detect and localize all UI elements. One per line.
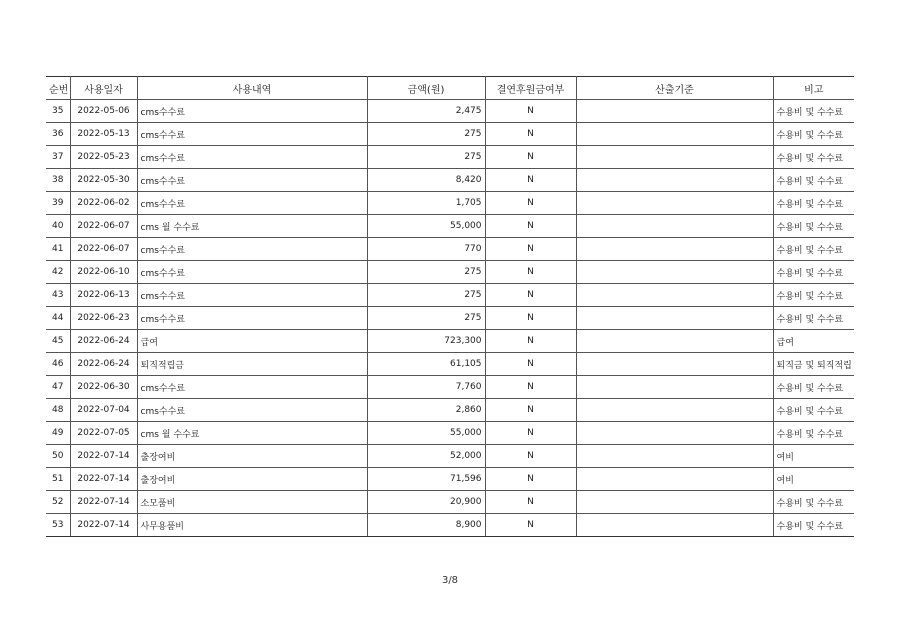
cell-donation-flag: N [485, 261, 576, 284]
table-row [46, 422, 854, 445]
cell-amount: 275 [367, 261, 485, 284]
cell-donation-flag: N [485, 238, 576, 261]
table-row [46, 514, 854, 537]
cell-amount: 71,596 [367, 468, 485, 491]
cell-calculation-basis [576, 146, 773, 169]
cell-date: 2022-07-14 [70, 445, 137, 468]
cell-description: cms수수료 [137, 307, 367, 330]
cell-note: 수용비 및 수수료 [773, 146, 854, 169]
header-no: 순번 [46, 77, 70, 100]
cell-note: 여비 [773, 468, 854, 491]
cell-date: 2022-06-13 [70, 284, 137, 307]
cell-note: 수용비 및 수수료 [773, 307, 854, 330]
cell-date: 2022-06-10 [70, 261, 137, 284]
cell-donation-flag: N [485, 353, 576, 376]
table-row [46, 192, 854, 215]
table-row [46, 330, 854, 353]
cell-date: 2022-05-13 [70, 123, 137, 146]
cell-date: 2022-06-30 [70, 376, 137, 399]
cell-note: 수용비 및 수수료 [773, 215, 854, 238]
cell-no: 51 [46, 468, 70, 491]
cell-note: 수용비 및 수수료 [773, 399, 854, 422]
cell-no: 36 [46, 123, 70, 146]
cell-amount: 2,475 [367, 100, 485, 123]
cell-note: 수용비 및 수수료 [773, 422, 854, 445]
cell-calculation-basis [576, 422, 773, 445]
cell-description: 소모품비 [137, 491, 367, 514]
cell-calculation-basis [576, 353, 773, 376]
cell-calculation-basis [576, 123, 773, 146]
cell-date: 2022-07-14 [70, 468, 137, 491]
cell-donation-flag: N [485, 146, 576, 169]
cell-calculation-basis [576, 445, 773, 468]
cell-calculation-basis [576, 284, 773, 307]
cell-date: 2022-06-24 [70, 330, 137, 353]
cell-note: 수용비 및 수수료 [773, 491, 854, 514]
cell-donation-flag: N [485, 284, 576, 307]
page-number: 3/8 [441, 575, 459, 586]
cell-calculation-basis [576, 192, 773, 215]
cell-no: 49 [46, 422, 70, 445]
table-row [46, 261, 854, 284]
cell-no: 41 [46, 238, 70, 261]
cell-description: 퇴직적립금 [137, 353, 367, 376]
table-row [46, 307, 854, 330]
cell-description: cms수수료 [137, 284, 367, 307]
cell-donation-flag: N [485, 215, 576, 238]
cell-note: 급여 [773, 330, 854, 353]
cell-description: cms수수료 [137, 399, 367, 422]
cell-note: 수용비 및 수수료 [773, 192, 854, 215]
table-row [46, 445, 854, 468]
cell-note: 수용비 및 수수료 [773, 376, 854, 399]
expense-table [46, 76, 854, 537]
cell-amount: 55,000 [367, 422, 485, 445]
cell-donation-flag: N [485, 192, 576, 215]
table-row [46, 238, 854, 261]
cell-donation-flag: N [485, 514, 576, 537]
cell-date: 2022-07-14 [70, 491, 137, 514]
cell-calculation-basis [576, 215, 773, 238]
cell-note: 수용비 및 수수료 [773, 238, 854, 261]
cell-donation-flag: N [485, 307, 576, 330]
cell-description: cms수수료 [137, 238, 367, 261]
cell-donation-flag: N [485, 123, 576, 146]
cell-calculation-basis [576, 169, 773, 192]
header-description: 사용내역 [137, 77, 367, 100]
cell-amount: 8,420 [367, 169, 485, 192]
header-donation-flag: 결연후원금여부 [485, 77, 576, 100]
cell-no: 48 [46, 399, 70, 422]
cell-no: 47 [46, 376, 70, 399]
table-row [46, 100, 854, 123]
cell-note: 수용비 및 수수료 [773, 123, 854, 146]
cell-donation-flag: N [485, 376, 576, 399]
cell-no: 40 [46, 215, 70, 238]
cell-date: 2022-05-23 [70, 146, 137, 169]
cell-calculation-basis [576, 330, 773, 353]
cell-description: 사무용품비 [137, 514, 367, 537]
cell-description: cms수수료 [137, 261, 367, 284]
cell-note: 수용비 및 수수료 [773, 169, 854, 192]
cell-no: 39 [46, 192, 70, 215]
header-amount: 금액(원) [367, 77, 485, 100]
cell-donation-flag: N [485, 491, 576, 514]
cell-description: 급여 [137, 330, 367, 353]
table-row [46, 491, 854, 514]
cell-description: cms수수료 [137, 146, 367, 169]
cell-calculation-basis [576, 261, 773, 284]
cell-date: 2022-05-30 [70, 169, 137, 192]
cell-amount: 2,860 [367, 399, 485, 422]
table-body [46, 100, 854, 537]
cell-no: 50 [46, 445, 70, 468]
table-row [46, 215, 854, 238]
cell-note: 수용비 및 수수료 [773, 514, 854, 537]
cell-amount: 7,760 [367, 376, 485, 399]
cell-no: 38 [46, 169, 70, 192]
cell-amount: 275 [367, 146, 485, 169]
cell-date: 2022-07-04 [70, 399, 137, 422]
cell-no: 35 [46, 100, 70, 123]
table-row [46, 399, 854, 422]
cell-date: 2022-07-14 [70, 514, 137, 537]
cell-note: 퇴직금 및 퇴직적립 [773, 353, 854, 376]
cell-calculation-basis [576, 468, 773, 491]
cell-amount: 55,000 [367, 215, 485, 238]
cell-amount: 8,900 [367, 514, 485, 537]
cell-no: 46 [46, 353, 70, 376]
cell-amount: 723,300 [367, 330, 485, 353]
cell-amount: 275 [367, 284, 485, 307]
table-row [46, 284, 854, 307]
cell-note: 여비 [773, 445, 854, 468]
cell-donation-flag: N [485, 422, 576, 445]
cell-amount: 20,900 [367, 491, 485, 514]
cell-donation-flag: N [485, 169, 576, 192]
cell-amount: 275 [367, 307, 485, 330]
cell-note: 수용비 및 수수료 [773, 100, 854, 123]
cell-calculation-basis [576, 100, 773, 123]
cell-calculation-basis [576, 307, 773, 330]
cell-calculation-basis [576, 399, 773, 422]
cell-calculation-basis [576, 491, 773, 514]
cell-description: 출장여비 [137, 468, 367, 491]
cell-amount: 1,705 [367, 192, 485, 215]
header-note: 비고 [773, 77, 854, 100]
cell-no: 43 [46, 284, 70, 307]
table-row [46, 169, 854, 192]
cell-description: cms수수료 [137, 169, 367, 192]
cell-date: 2022-06-02 [70, 192, 137, 215]
cell-description: 출장여비 [137, 445, 367, 468]
cell-calculation-basis [576, 514, 773, 537]
cell-calculation-basis [576, 238, 773, 261]
header-date: 사용일자 [70, 77, 137, 100]
cell-donation-flag: N [485, 100, 576, 123]
cell-amount: 61,105 [367, 353, 485, 376]
cell-no: 37 [46, 146, 70, 169]
table-row [46, 146, 854, 169]
cell-date: 2022-06-23 [70, 307, 137, 330]
cell-calculation-basis [576, 376, 773, 399]
cell-description: cms 월 수수료 [137, 215, 367, 238]
cell-amount: 52,000 [367, 445, 485, 468]
cell-date: 2022-05-06 [70, 100, 137, 123]
table-row [46, 468, 854, 491]
cell-donation-flag: N [485, 445, 576, 468]
table-header-row [46, 77, 854, 100]
cell-description: cms 월 수수료 [137, 422, 367, 445]
cell-note: 수용비 및 수수료 [773, 261, 854, 284]
cell-no: 45 [46, 330, 70, 353]
cell-no: 53 [46, 514, 70, 537]
cell-amount: 275 [367, 123, 485, 146]
table-row [46, 353, 854, 376]
cell-donation-flag: N [485, 399, 576, 422]
cell-note: 수용비 및 수수료 [773, 284, 854, 307]
cell-donation-flag: N [485, 468, 576, 491]
cell-no: 52 [46, 491, 70, 514]
cell-no: 44 [46, 307, 70, 330]
cell-date: 2022-06-24 [70, 353, 137, 376]
cell-no: 42 [46, 261, 70, 284]
cell-amount: 770 [367, 238, 485, 261]
cell-donation-flag: N [485, 330, 576, 353]
table-row [46, 376, 854, 399]
header-calculation-basis: 산출기준 [576, 77, 773, 100]
cell-description: cms수수료 [137, 100, 367, 123]
cell-date: 2022-06-07 [70, 238, 137, 261]
cell-date: 2022-06-07 [70, 215, 137, 238]
table-row [46, 123, 854, 146]
cell-description: cms수수료 [137, 376, 367, 399]
cell-description: cms수수료 [137, 192, 367, 215]
cell-description: cms수수료 [137, 123, 367, 146]
cell-date: 2022-07-05 [70, 422, 137, 445]
